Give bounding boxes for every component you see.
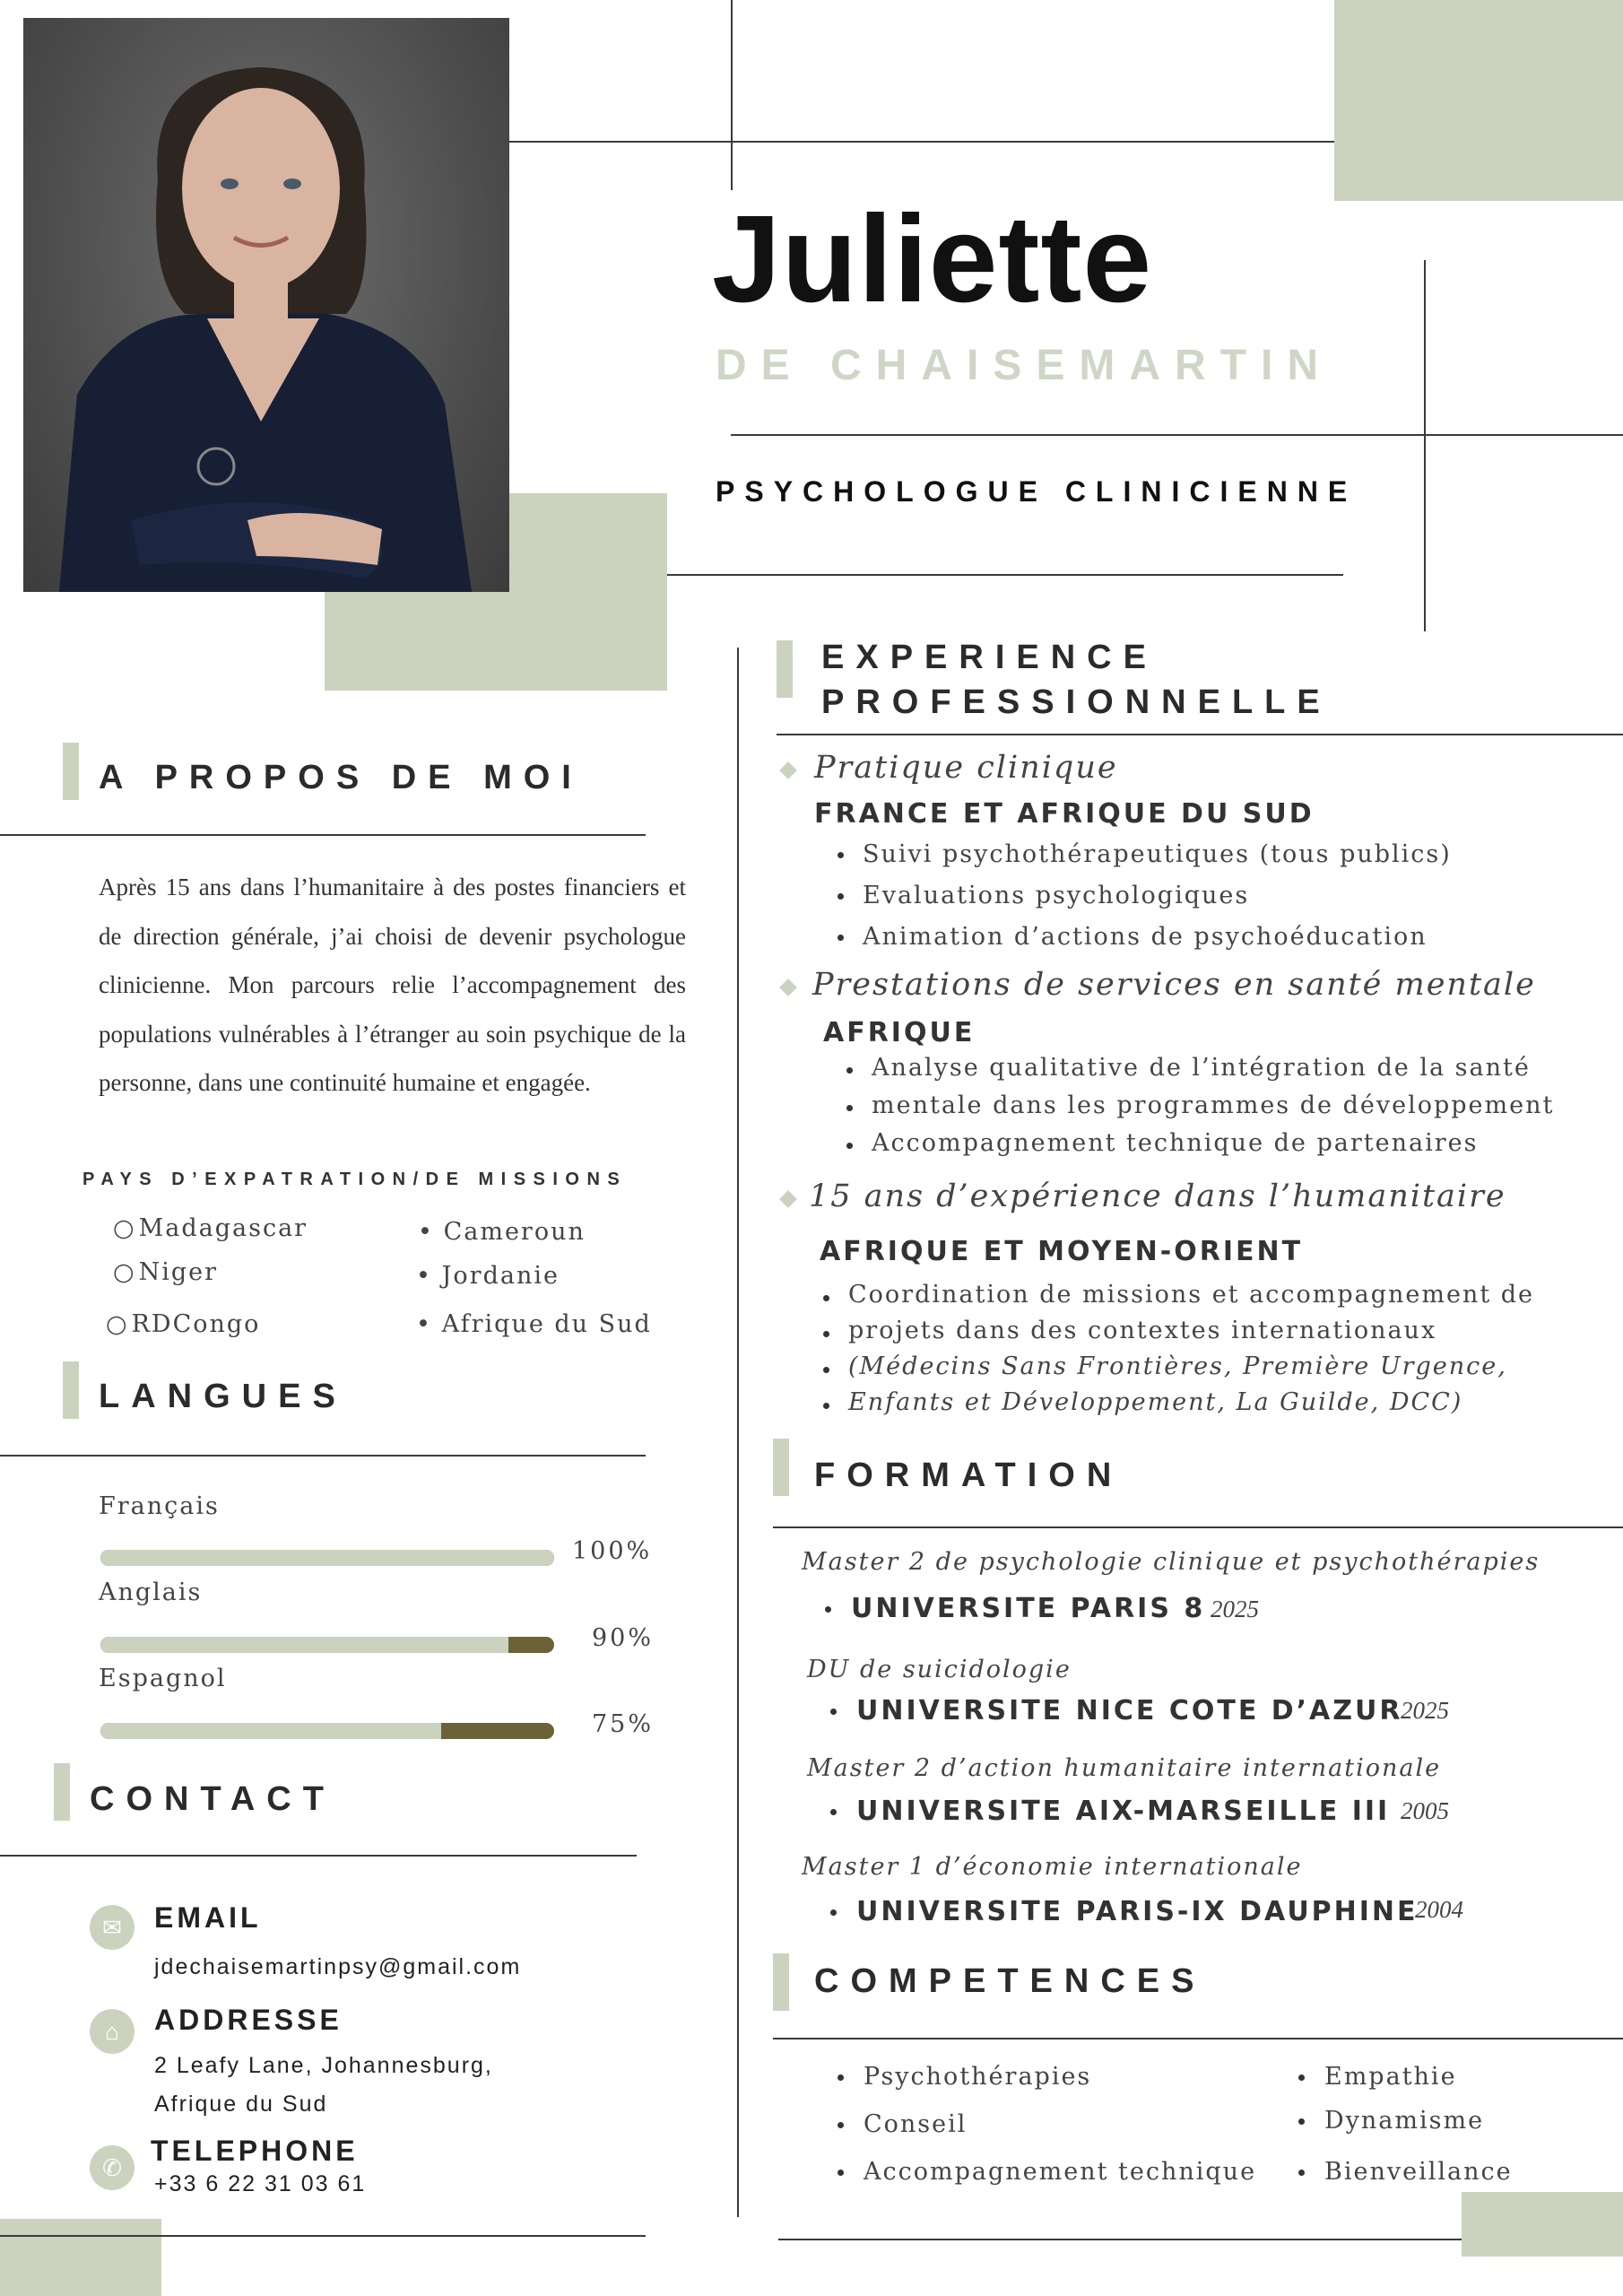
job-title: PSYCHOLOGUE CLINICIENNE (716, 475, 1358, 508)
list-item: Evaluations psychologiques (830, 875, 1452, 917)
list-item: Accompagnement technique de partenaires (839, 1125, 1554, 1162)
divider (0, 1855, 637, 1857)
degree-title: Master 1 d’économie internationale (802, 1853, 1303, 1881)
about-heading: A PROPOS DE MOI (99, 759, 583, 796)
list-item-continuation: mentale dans les programmes de développement (839, 1087, 1554, 1125)
degree-year: 2025 (1401, 1697, 1449, 1724)
list-item-continuation: projets dans des contextes internationaux (816, 1313, 1534, 1349)
language-bar (100, 1637, 554, 1653)
country-item: ○ Niger (113, 1258, 219, 1286)
country-item: • Afrique du Sud (416, 1310, 652, 1338)
language-bar-fill (100, 1550, 554, 1566)
skill-item: Psychothérapies (838, 2063, 1091, 2091)
skill-item: Accompagnement technique (838, 2158, 1256, 2186)
address-label: ADDRESSE (154, 2004, 343, 2036)
skills-heading: COMPETENCES (814, 1962, 1206, 2000)
email-value[interactable]: jdechaisemartinpsy@gmail.com (154, 1954, 522, 1979)
country-item: ○ Madagascar (113, 1214, 308, 1242)
school-name: UNIVERSITE PARIS 8 (825, 1593, 1205, 1624)
degree-year: 2004 (1415, 1896, 1463, 1923)
language-name: Espagnol (99, 1665, 227, 1692)
diamond-icon (779, 1190, 797, 1208)
experience-bullets (816, 1277, 1534, 1421)
divider (731, 434, 1623, 436)
formation-heading: FORMATION (814, 1457, 1124, 1494)
first-name: Juliette (712, 190, 1153, 328)
divider (0, 834, 646, 836)
phone-label: TELEPHONE (151, 2135, 359, 2167)
address-line: Afrique du Sud (154, 2092, 328, 2117)
email-label: EMAIL (154, 1901, 262, 1934)
degree-year: 2025 (1211, 1596, 1259, 1622)
divider (777, 734, 1623, 735)
countries-heading: PAYS D’EXPATRATION/DE MISSIONS (82, 1170, 628, 1189)
divider (773, 2038, 1623, 2039)
divider (773, 1526, 1623, 1528)
portrait-illustration (23, 18, 509, 592)
experience-title: Pratique clinique (814, 750, 1118, 786)
experience-title: 15 ans d’expérience dans l’humanitaire (809, 1178, 1506, 1214)
language-percent: 75% (592, 1710, 655, 1738)
languages-heading: LANGUES (99, 1378, 347, 1415)
section-accent (63, 1361, 79, 1419)
divider (737, 648, 739, 2217)
experience-title: Prestations de services en santé mentale (812, 967, 1536, 1003)
experience-heading: EXPERIENCE (821, 639, 1158, 676)
language-percent: 100% (572, 1537, 653, 1565)
skill-item: Empathie (1298, 2063, 1457, 2091)
envelope-icon: ✉ (90, 1905, 135, 1950)
divider (667, 574, 1343, 576)
list-item: Analyse qualitative de l’intégration de la santé (839, 1049, 1554, 1087)
country-item: • Jordanie (416, 1262, 560, 1290)
divider (0, 1455, 646, 1457)
deco-block-bottom-right (1462, 2192, 1623, 2257)
experience-heading: PROFESSIONNELLE (821, 683, 1332, 721)
section-accent (777, 640, 793, 698)
experience-bullets (839, 1049, 1554, 1162)
country-item: • Cameroun (418, 1218, 586, 1246)
language-bar-fill (100, 1723, 441, 1739)
deco-block-top-right (1334, 0, 1623, 201)
language-name: Anglais (99, 1578, 203, 1606)
skill-item: Dynamisme (1298, 2107, 1484, 2135)
skill-item: Bienveillance (1298, 2158, 1513, 2186)
divider (731, 0, 733, 190)
section-accent (54, 1763, 70, 1821)
degree-year: 2005 (1401, 1797, 1449, 1824)
section-accent (63, 743, 79, 800)
divider (509, 141, 1334, 143)
contact-heading: CONTACT (90, 1780, 335, 1818)
deco-block-bottom-left (0, 2219, 161, 2296)
degree-title: DU de suicidologie (807, 1656, 1072, 1683)
about-text: Après 15 ans dans l’humanitaire à des postes financiers et de direction générale, j’ai choisi de devenir psychologue clinicienne. Mon parcours relie l’accompagnement des populations vulnérables à l’étranger au soin psychique de la personne, dans une continuité humaine et engagée. (99, 874, 686, 1096)
profile-photo (23, 18, 509, 592)
address-line: 2 Leafy Lane, Johannesburg, (154, 2053, 493, 2078)
experience-region: AFRIQUE (823, 1017, 976, 1048)
phone-icon: ✆ (90, 2145, 135, 2190)
language-bar (100, 1550, 554, 1566)
language-name: Français (99, 1492, 220, 1520)
home-icon: ⌂ (90, 2009, 135, 2054)
diamond-icon (779, 761, 797, 779)
list-item: Coordination de missions et accompagnement de (816, 1277, 1534, 1313)
list-item-note: Enfants et Développement, La Guilde, DCC) (816, 1385, 1534, 1421)
language-bar (100, 1723, 554, 1739)
school-name: UNIVERSITE NICE COTE D’AZUR (830, 1695, 1403, 1726)
phone-value[interactable]: +33 6 22 31 03 61 (154, 2171, 367, 2196)
degree-title: Master 2 d’action humanitaire internationale (807, 1754, 1442, 1782)
experience-region: AFRIQUE ET MOYEN-ORIENT (820, 1236, 1304, 1267)
skill-item: Conseil (838, 2110, 967, 2138)
school-name: UNIVERSITE PARIS-IX DAUPHINE (830, 1896, 1419, 1927)
list-item-note: (Médecins Sans Frontières, Première Urgence, (816, 1349, 1534, 1385)
country-item: ○ RDCongo (106, 1310, 261, 1338)
section-accent (773, 1439, 789, 1496)
section-accent (773, 1953, 789, 2011)
list-item: Animation d’actions de psychoéducation (830, 917, 1452, 958)
last-name: DE CHAISEMARTIN (716, 342, 1333, 389)
list-item: Suivi psychothérapeutiques (tous publics) (830, 834, 1452, 875)
experience-bullets (830, 834, 1452, 958)
divider (0, 2235, 646, 2237)
divider (778, 2239, 1462, 2240)
experience-region: FRANCE ET AFRIQUE DU SUD (814, 798, 1315, 830)
degree-title: Master 2 de psychologie clinique et psychothérapies (802, 1548, 1541, 1576)
language-percent: 90% (592, 1624, 655, 1652)
language-bar-fill (100, 1637, 508, 1653)
diamond-icon (779, 978, 797, 996)
divider (1424, 260, 1426, 631)
school-name: UNIVERSITE AIX-MARSEILLE III (830, 1796, 1390, 1827)
